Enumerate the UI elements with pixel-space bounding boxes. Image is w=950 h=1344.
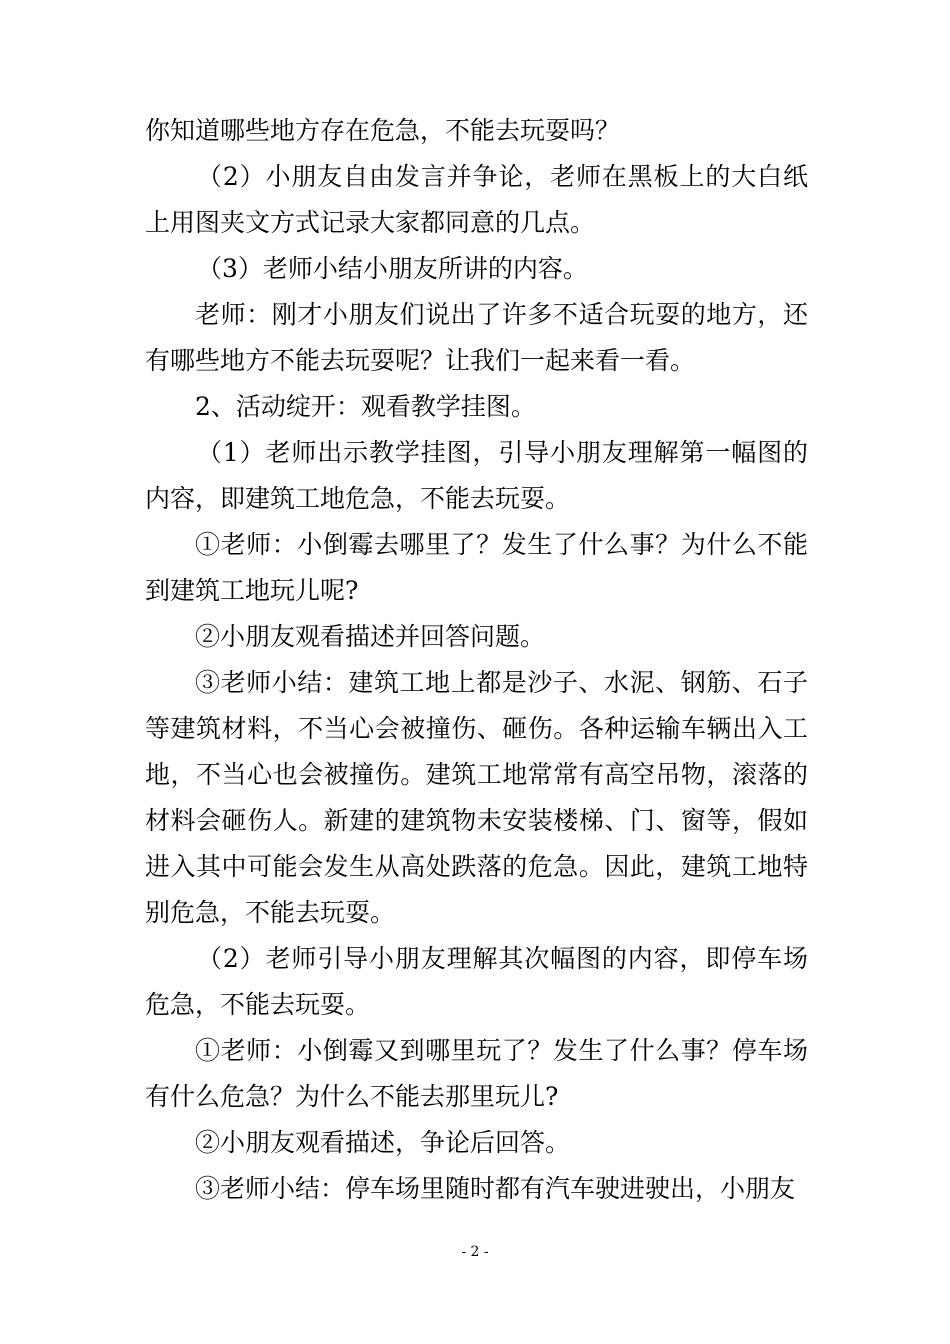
paragraph-picture-1-answer: ②小朋友观看描述并回答问题。 — [195, 622, 546, 651]
paragraph-picture-1-summary: ③老师小结：建筑工地上都是沙子、水泥、钢筋、石子等建筑材料，不当心会被撞伤、砸伤。各种运输车辆出入工地，不当心也会被撞伤。建筑工地常常有高空吊物，滚落的材料会砸伤人。新建的建筑物未安装楼梯、门、窗等，假如进入其中可能会发生从高处跌落的危急。因此，建筑工地特别危急，不能去玩耍。 — [145, 668, 808, 927]
page-number: - 2 - — [461, 1244, 489, 1260]
paragraph-teacher-intro: 老师：刚才小朋友们说出了许多不适合玩耍的地方，还有哪些地方不能去玩耍呢？让我们一起来看一看。 — [145, 300, 808, 375]
paragraph-step-2: （2）小朋友自由发言并争论，老师在黑板上的大白纸上用图夹文方式记录大家都同意的几点。 — [145, 162, 808, 237]
paragraph-picture-2-summary: ③老师小结：停车场里随时都有汽车驶进驶出，小朋友 — [195, 1174, 796, 1203]
paragraph-picture-1-question: ①老师：小倒霉去哪里了？发生了什么事？为什么不能到建筑工地玩儿呢? — [145, 530, 808, 605]
paragraph-picture-2: （2）老师引导小朋友理解其次幅图的内容，即停车场危急，不能去玩耍。 — [145, 944, 808, 1019]
paragraph-step-3: （3）老师小结小朋友所讲的内容。 — [197, 254, 588, 283]
paragraph-activity-heading: 2、活动绽开：观看教学挂图。 — [195, 392, 536, 421]
body-text — [145, 108, 808, 1212]
paragraph-continuation: 你知道哪些地方存在危急，不能去玩耍吗？ — [145, 116, 621, 145]
paragraph-picture-2-question: ①老师：小倒霉又到哪里玩了？发生了什么事？停车场有什么危急？为什么不能去那里玩儿? — [145, 1036, 808, 1111]
paragraph-picture-2-answer: ②小朋友观看描述，争论后回答。 — [195, 1128, 571, 1157]
paragraph-picture-1: （1）老师出示教学挂图，引导小朋友理解第一幅图的内容，即建筑工地危急，不能去玩耍。 — [145, 438, 808, 513]
